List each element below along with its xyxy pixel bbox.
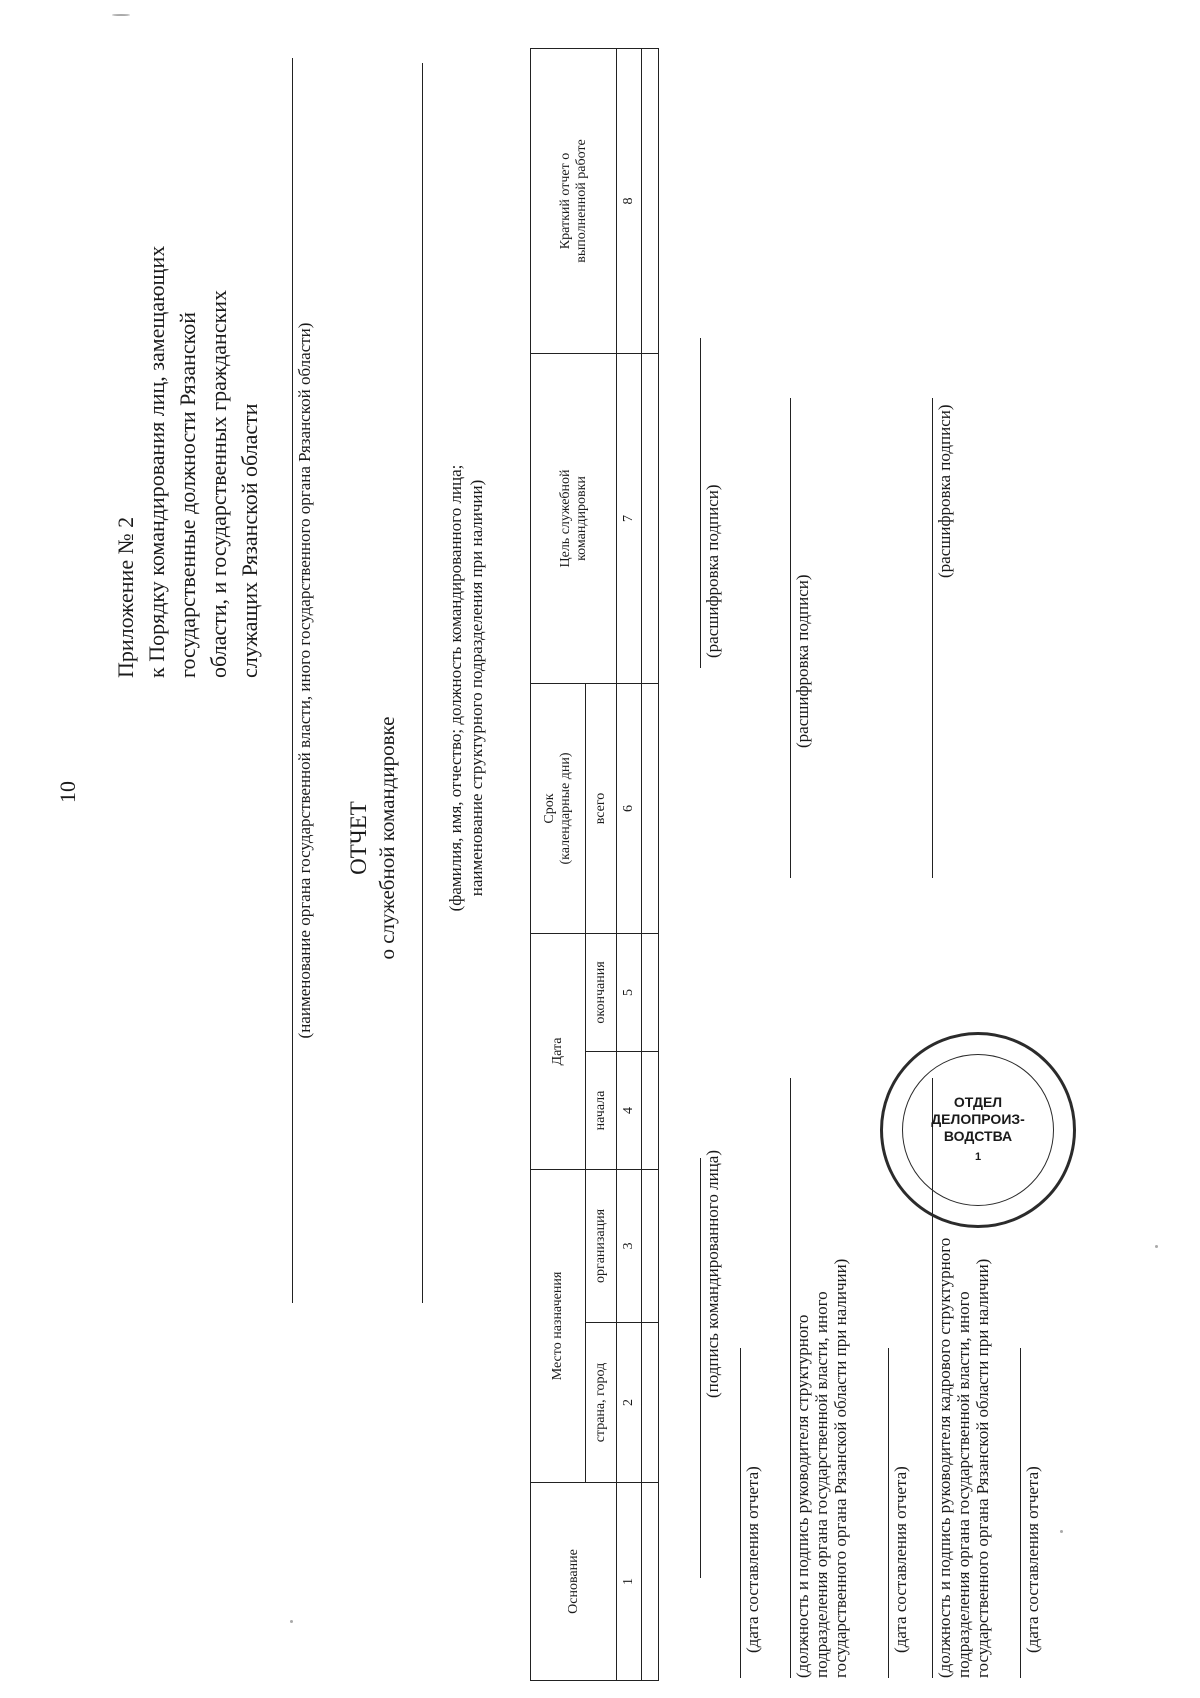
- date-line-2: [888, 1348, 889, 1678]
- decode-caption-2: (расшифровка подписи): [793, 574, 812, 748]
- appendix-line: государственные должности Рязанской: [175, 312, 200, 678]
- appendix-block: [110, 38, 265, 678]
- col-number: 2: [617, 1323, 642, 1483]
- header-purpose: Цель служебной командировки: [531, 353, 617, 683]
- empty-cell: [642, 1483, 659, 1681]
- sign-person-caption: (подпись командированного лица): [703, 1150, 722, 1398]
- header-place: Место назначения: [531, 1169, 586, 1482]
- hr-caption: (должность и подпись руководителя кадрового структурного подразделения органа государственной власти, иного государственного органа Рязанской области при наличии): [935, 1237, 992, 1678]
- header-total: всего: [586, 683, 617, 933]
- report-table: [530, 48, 659, 1681]
- stamp-center: [902, 1054, 1054, 1206]
- empty-cell: [642, 1323, 659, 1483]
- col-number: 7: [617, 353, 642, 683]
- head-caption: (должность и подпись руководителя структурного подразделения органа государственной власти, иного государственного органа Рязанской области при наличии): [793, 1258, 850, 1678]
- header-basis: Основание: [531, 1483, 617, 1681]
- sign-person-line: [700, 1158, 701, 1578]
- page-number: 10: [55, 781, 80, 803]
- stamp-text: ДЕЛОПРОИЗ-: [931, 1111, 1025, 1127]
- appendix-line: к Порядку командирования лиц, замещающих: [144, 245, 169, 678]
- header-end: окончания: [586, 933, 617, 1051]
- header-organization: организация: [586, 1169, 617, 1322]
- col-number: 3: [617, 1169, 642, 1322]
- header-date: Дата: [531, 933, 586, 1169]
- head-line: [790, 1078, 791, 1678]
- col-number: 8: [617, 48, 642, 353]
- appendix-title: Приложение № 2: [113, 516, 138, 678]
- decode-line-3: [932, 398, 933, 878]
- header-country-city: страна, город: [586, 1323, 617, 1483]
- date-caption-1: (дата составления отчета): [743, 1466, 762, 1653]
- empty-cell: [642, 1051, 659, 1169]
- date-line-3: [1020, 1348, 1021, 1678]
- fio-caption: [445, 378, 487, 998]
- empty-cell: [642, 1169, 659, 1322]
- header-summary: Краткий отчет о выполненной работе: [531, 48, 617, 353]
- official-stamp: [880, 1032, 1076, 1228]
- date-caption-3: (дата составления отчета): [1023, 1466, 1042, 1653]
- col-number: 1: [617, 1483, 642, 1681]
- decode-caption-1: (расшифровка подписи): [703, 484, 722, 658]
- header-start: начала: [586, 1051, 617, 1169]
- report-subtitle: о служебной командировке: [375, 716, 399, 960]
- org-caption: (наименование органа государственной власти, иного государственного органа Рязанской области): [295, 322, 314, 1039]
- org-line: [292, 58, 293, 1303]
- empty-cell: [642, 683, 659, 933]
- stamp-text: ОТДЕЛ: [953, 1094, 1003, 1110]
- col-number: 5: [617, 933, 642, 1051]
- fio-caption-line: наименование структурного подразделения при наличии): [467, 479, 486, 897]
- decode-caption-3: (расшифровка подписи): [935, 404, 954, 578]
- decode-line-1: [700, 338, 701, 668]
- empty-cell: [642, 933, 659, 1051]
- appendix-line: служащих Рязанской области: [237, 403, 262, 678]
- empty-cell: [642, 353, 659, 683]
- col-number: 4: [617, 1051, 642, 1169]
- date-line-1: [740, 1348, 741, 1678]
- fio-caption-line: (фамилия, имя, отчество; должность командированного лица;: [446, 464, 465, 912]
- report-title: ОТЧЕТ: [346, 801, 371, 875]
- empty-cell: [642, 48, 659, 353]
- header-term: Срок (календарные дни): [531, 683, 586, 933]
- appendix-line: области, и государственных гражданских: [206, 289, 231, 678]
- date-caption-2: (дата составления отчета): [891, 1466, 910, 1653]
- stamp-mark: 1: [974, 1151, 982, 1163]
- decode-line-2: [790, 398, 791, 878]
- report-title-block: [345, 708, 401, 968]
- fio-line: [422, 63, 423, 1303]
- col-number: 6: [617, 683, 642, 933]
- stamp-text: ВОДСТВА: [943, 1128, 1013, 1144]
